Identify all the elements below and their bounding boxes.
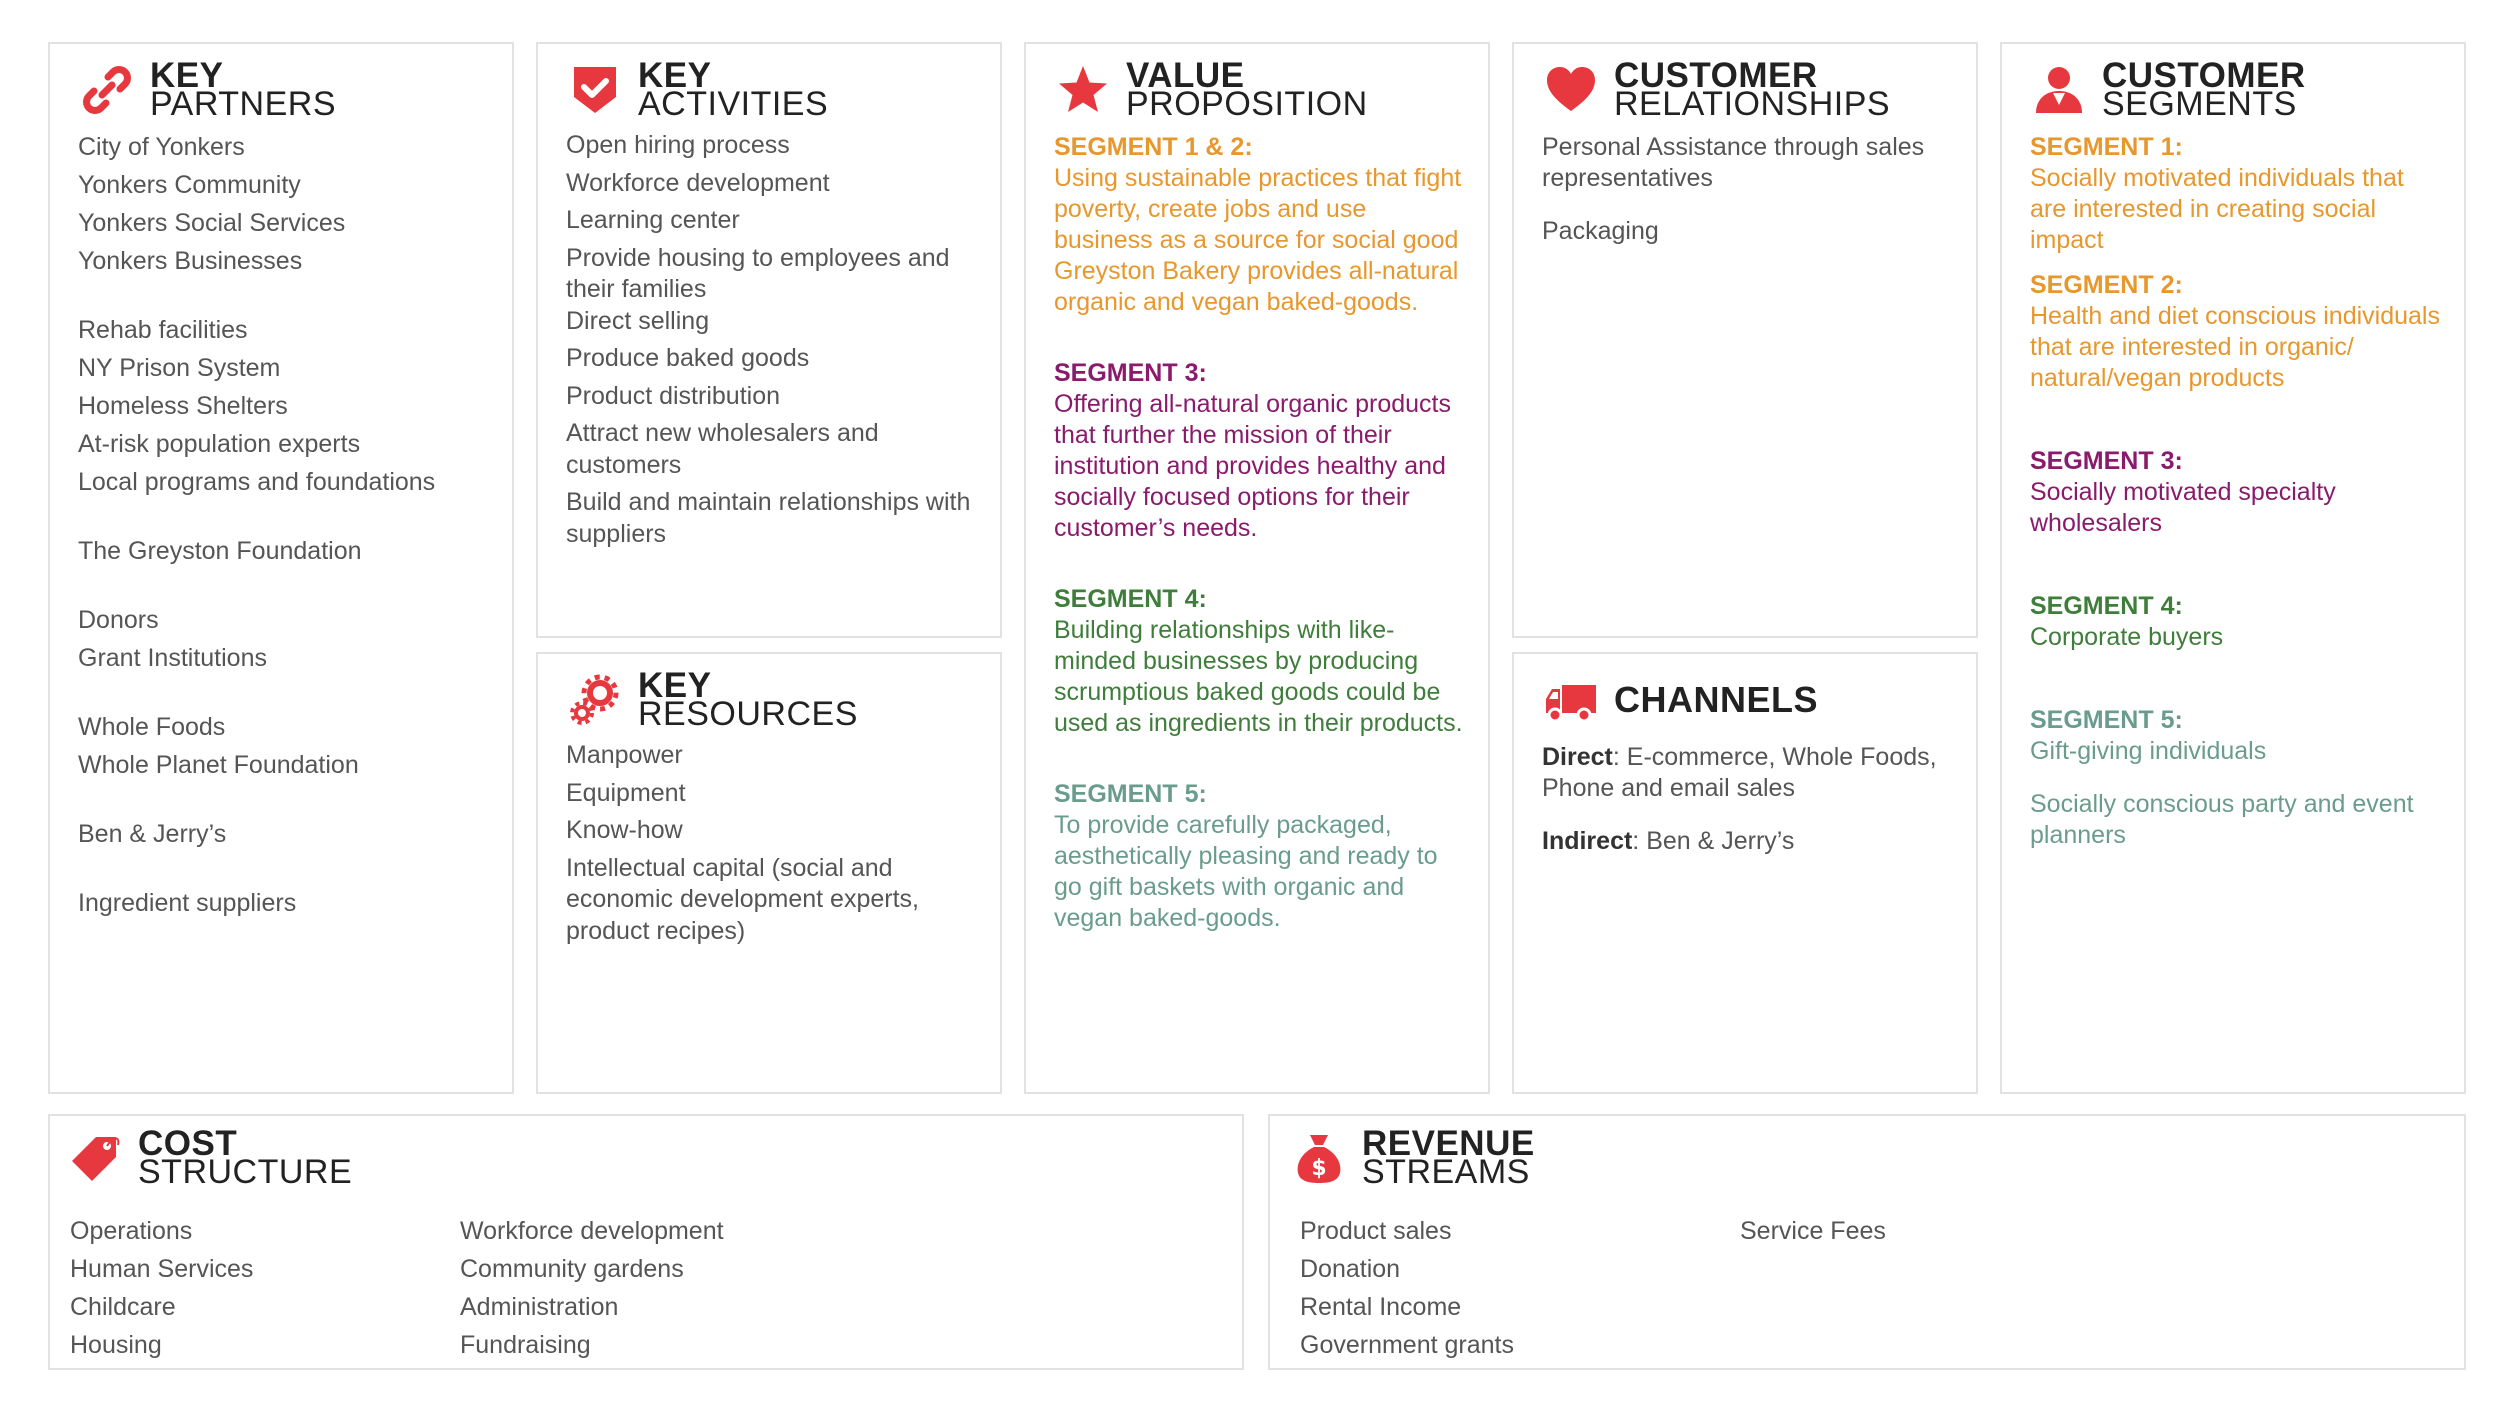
key-partners-title: PARTNERS: [150, 85, 337, 123]
key-activities-header: [566, 58, 828, 122]
revenue-item: Donation: [1300, 1255, 1401, 1283]
resource-item: Know-how: [566, 816, 683, 844]
customer-segment-text: Gift-giving individuals: [2030, 737, 2267, 765]
partner-item: Yonkers Social Services: [78, 209, 346, 237]
value-proposition-panel: [1024, 42, 1490, 1094]
customer-segments-panel: [2000, 42, 2466, 1094]
value-segment: [1054, 358, 1470, 544]
customer-segment-heading: SEGMENT 3:: [2030, 447, 2183, 475]
relationship-item: Personal Assistance through sales representatives: [1542, 133, 1925, 192]
revenue-streams-title: STREAMS: [1362, 1153, 1530, 1191]
partner-item: Yonkers Community: [78, 171, 301, 199]
revenue-column-2: [1740, 1212, 1886, 1250]
partner-item: Ingredient suppliers: [78, 889, 297, 917]
truck-icon: [1542, 671, 1600, 729]
value-segment-heading: SEGMENT 4:: [1054, 585, 1207, 613]
channel-indirect: [1542, 826, 1954, 857]
key-resources-title-bold: KEY: [638, 666, 712, 705]
resource-item: Intellectual capital (social and economic development experts, product recipes): [566, 853, 919, 945]
customer-segment: [2030, 591, 2446, 653]
key-activities-title: ACTIVITIES: [638, 85, 829, 123]
key-activities-list: [566, 130, 978, 556]
activity-item: Learning center: [566, 206, 740, 234]
money-bag-icon: [1290, 1129, 1348, 1187]
revenue-streams-title-bold: REVENUE: [1362, 1124, 1535, 1163]
value-segment-heading: SEGMENT 3:: [1054, 359, 1207, 387]
star-icon: [1054, 61, 1112, 119]
key-partners-title-bold: KEY: [150, 56, 224, 95]
key-activities-title-bold: KEY: [638, 56, 712, 95]
revenue-item: Product sales: [1300, 1217, 1452, 1245]
value-segment-heading: SEGMENT 1 & 2:: [1054, 133, 1253, 161]
cost-item: Community gardens: [460, 1255, 684, 1283]
heart-icon: [1542, 61, 1600, 119]
cost-item: Childcare: [70, 1293, 176, 1321]
group-spacer: [78, 501, 490, 532]
value-segment-heading: SEGMENT 5:: [1054, 780, 1207, 808]
partner-item: The Greyston Foundation: [78, 537, 362, 565]
customer-relationships-title: RELATIONSHIPS: [1614, 85, 1891, 123]
customer-segment-text: Health and diet conscious individuals that are interested in organic/ natural/vegan products: [2030, 302, 2440, 392]
value-segment: [1054, 132, 1470, 318]
cost-structure-title: STRUCTURE: [138, 1153, 353, 1191]
customer-segment: [2030, 132, 2446, 256]
key-partners-panel: [48, 42, 514, 1094]
key-partners-list: [78, 128, 490, 922]
value-proposition-title: PROPOSITION: [1126, 85, 1368, 123]
cost-structure-title-bold: COST: [138, 1124, 238, 1163]
partner-item: Donors: [78, 606, 159, 634]
value-segment-text: Using sustainable practices that fight poverty, create jobs and use business as a source for social good Greyston Bakery provides all-natural organic and vegan baked-goods.: [1054, 164, 1462, 316]
customer-segments-list: [2030, 132, 2446, 851]
customer-segment-heading: SEGMENT 1:: [2030, 133, 2183, 161]
channel-indirect-text: : Ben & Jerry’s: [1632, 827, 1795, 855]
relationship-item: Packaging: [1542, 217, 1659, 245]
channel-direct-text: : E-commerce, Whole Foods, Phone and email sales: [1542, 743, 1937, 802]
activity-item: Produce baked goods: [566, 344, 810, 372]
resource-item: Equipment: [566, 778, 686, 807]
revenue-item: Service Fees: [1740, 1217, 1886, 1245]
svg-text:$: $: [1311, 1156, 1327, 1181]
customer-segments-title-bold: CUSTOMER: [2102, 56, 2306, 95]
channels-header: [1542, 668, 1818, 732]
revenue-streams-panel: [1268, 1114, 2466, 1370]
partner-item: NY Prison System: [78, 354, 281, 382]
channels-title: CHANNELS: [1614, 679, 1819, 720]
group-spacer: [78, 280, 490, 311]
channel-direct-label: Direct: [1542, 743, 1613, 771]
cost-column-2: [460, 1212, 724, 1364]
value-proposition-list: [1054, 132, 1470, 974]
activity-item: Product distribution: [566, 381, 781, 410]
value-segment-text: To provide carefully packaged, aesthetically pleasing and ready to go gift baskets with organic and vegan baked-goods.: [1054, 811, 1438, 932]
revenue-item: Rental Income: [1300, 1293, 1462, 1321]
key-resources-title: RESOURCES: [638, 695, 858, 733]
customer-relationships-list: [1542, 132, 1954, 247]
resource-item: Manpower: [566, 741, 683, 769]
value-segment: [1054, 584, 1470, 739]
key-partners-header: [78, 58, 336, 122]
customer-segment-text: Socially motivated individuals that are interested in creating social impact: [2030, 164, 2404, 254]
key-resources-panel: [536, 652, 1002, 1094]
partner-item: Local programs and foundations: [78, 468, 436, 496]
channel-direct: [1542, 742, 1954, 804]
customer-relationships-title-bold: CUSTOMER: [1614, 56, 1818, 95]
activity-item: Workforce development: [566, 168, 830, 197]
key-resources-header: [566, 668, 858, 732]
key-activities-panel: [536, 42, 1002, 638]
customer-segment-heading: SEGMENT 4:: [2030, 592, 2183, 620]
cost-structure-panel: [48, 1114, 1244, 1370]
activity-item: Provide housing to employees and their families: [566, 243, 950, 303]
activity-item: Direct selling: [566, 306, 710, 335]
value-segment-text: Offering all-natural organic products that further the mission of their institution and provides healthy and socially focused options for their customer’s needs.: [1054, 390, 1451, 542]
customer-segment-text: Socially motivated specialty wholesalers: [2030, 478, 2336, 537]
group-spacer: [78, 853, 490, 884]
price-tag-icon: [66, 1129, 124, 1187]
activity-item: Build and maintain relationships with suppliers: [566, 488, 971, 548]
check-shield-icon: [566, 61, 624, 119]
customer-segment-text: Socially conscious party and event planners: [2030, 790, 2414, 849]
activity-item: Open hiring process: [566, 131, 790, 159]
cost-item: Workforce development: [460, 1217, 724, 1245]
partner-item: Grant Institutions: [78, 644, 267, 672]
partner-item: City of Yonkers: [78, 133, 245, 161]
partner-item: Yonkers Businesses: [78, 247, 303, 275]
group-spacer: [78, 677, 490, 708]
gears-icon: [566, 671, 624, 729]
cost-item: Housing: [70, 1331, 162, 1359]
value-proposition-header: [1054, 58, 1368, 122]
cost-item: Operations: [70, 1217, 193, 1245]
channels-list: [1542, 742, 1954, 857]
value-segment: [1054, 779, 1470, 934]
partner-item: Whole Foods: [78, 713, 226, 741]
channels-panel: [1512, 652, 1978, 1094]
revenue-item: Government grants: [1300, 1331, 1514, 1359]
customer-segment: [2030, 270, 2446, 394]
customer-segment-heading: SEGMENT 2:: [2030, 271, 2183, 299]
partner-item: Rehab facilities: [78, 316, 248, 344]
user-icon: [2030, 61, 2088, 119]
group-spacer: [78, 784, 490, 815]
revenue-column-1: [1300, 1212, 1514, 1364]
cost-item: Fundraising: [460, 1331, 591, 1359]
revenue-streams-header: [1290, 1126, 1535, 1190]
customer-segment: [2030, 705, 2446, 851]
partner-item: At-risk population experts: [78, 430, 361, 458]
link-icon: [78, 61, 136, 119]
customer-segment-heading: SEGMENT 5:: [2030, 706, 2183, 734]
key-resources-list: [566, 740, 978, 953]
channel-indirect-label: Indirect: [1542, 827, 1633, 855]
group-spacer: [78, 570, 490, 601]
activity-item: Attract new wholesalers and customers: [566, 419, 879, 479]
partner-item: Whole Planet Foundation: [78, 751, 359, 779]
customer-segment: [2030, 446, 2446, 539]
partner-item: Ben & Jerry’s: [78, 820, 227, 848]
customer-relationships-panel: [1512, 42, 1978, 638]
customer-relationships-header: [1542, 58, 1890, 122]
partner-item: Homeless Shelters: [78, 392, 288, 420]
cost-structure-header: [66, 1126, 352, 1190]
customer-segment-text: Corporate buyers: [2030, 623, 2224, 651]
customer-segments-title: SEGMENTS: [2102, 85, 2297, 123]
cost-item: Human Services: [70, 1255, 254, 1283]
cost-item: Administration: [460, 1293, 619, 1321]
customer-segments-header: [2030, 58, 2306, 122]
cost-column-1: [70, 1212, 253, 1364]
value-segment-text: Building relationships with like-minded businesses by producing scrumptious baked goods could be used as ingredients in their products.: [1054, 616, 1463, 737]
value-proposition-title-bold: VALUE: [1126, 56, 1245, 95]
